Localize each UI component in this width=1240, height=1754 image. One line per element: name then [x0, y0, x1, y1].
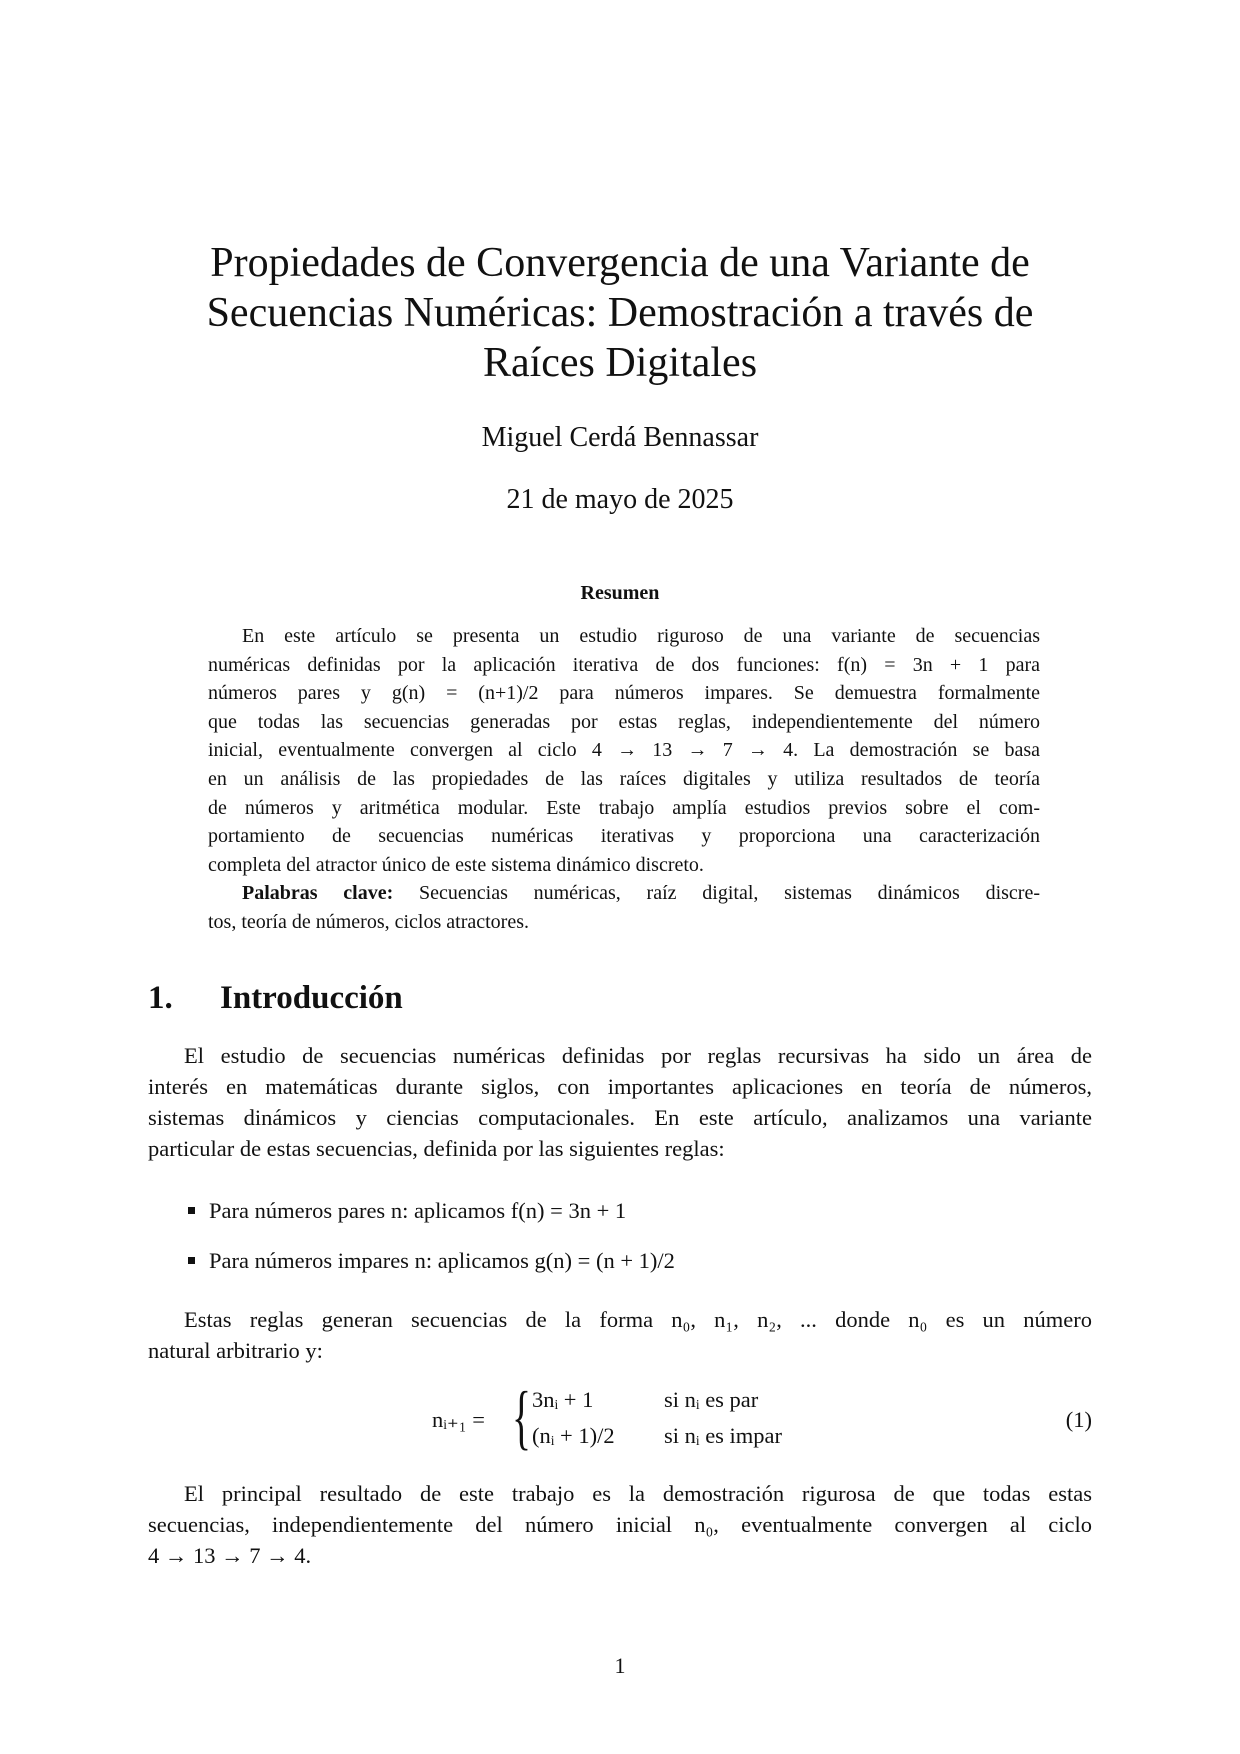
- keywords-line: tos, teoría de números, ciclos atractores.: [208, 910, 529, 933]
- paragraph-line: secuencias, independientemente del número inicial n₀, eventualmente convergen al ciclo: [148, 1512, 1092, 1537]
- title-line: Raíces Digitales: [482, 340, 758, 386]
- paragraph-line: natural arbitrario y:: [148, 1338, 323, 1363]
- equation-case: 3nᵢ + 1: [532, 1387, 594, 1412]
- abstract-heading: Resumen: [580, 582, 660, 604]
- section-title: Introducción: [220, 980, 403, 1016]
- paper-title: [150, 238, 1090, 388]
- keywords-label: Palabras clave:: [242, 882, 394, 905]
- abstract-line: numéricas definidas por la aplicación iterativa de dos funciones: f(n) = 3n + 1 para: [208, 653, 1040, 676]
- paragraph-line: interés en matemáticas durante siglos, con importantes aplicaciones en teoría de números,: [148, 1074, 1092, 1099]
- paragraph-line: El principal resultado de este trabajo es la demostración rigurosa de que todas estas: [184, 1481, 1092, 1506]
- keywords-text: Secuencias numéricas, raíz digital, sistemas dinámicos discre-: [419, 882, 1040, 905]
- equation-1: [420, 1377, 1100, 1465]
- section-number: 1.: [148, 980, 173, 1016]
- abstract-line: completa del atractor único de este sistema dinámico discreto.: [208, 853, 704, 876]
- list-item: [188, 1198, 626, 1224]
- bullet-icon: [188, 1257, 195, 1264]
- list-item: [188, 1248, 675, 1274]
- section-heading: [148, 980, 403, 1017]
- paragraph-line: Estas reglas generan secuencias de la forma n₀, n₁, n₂, ... donde n₀ es un número: [184, 1307, 1092, 1332]
- title-line: Secuencias Numéricas: Demostración a través de: [206, 290, 1034, 336]
- publication-date: 21 de mayo de 2025: [506, 484, 734, 515]
- list-item-text: Para números pares n: aplicamos f(n) = 3n + 1: [209, 1198, 627, 1223]
- sequence-paragraph: [148, 1304, 1092, 1366]
- paragraph-line: El estudio de secuencias numéricas definidas por reglas recursivas ha sido un área de: [184, 1043, 1092, 1068]
- abstract-line: portamiento de secuencias numéricas iterativas y proporciona una caracterización: [208, 825, 1040, 848]
- abstract-line: En este artículo se presenta un estudio riguroso de una variante de secuencias: [242, 625, 1040, 647]
- equation-number: (1): [1065, 1407, 1092, 1432]
- abstract-line: números pares y g(n) = (n+1)/2 para números impares. Se demuestra formalmente: [208, 682, 1040, 705]
- equation-case: (nᵢ + 1)/2: [532, 1423, 615, 1448]
- equation-condition: si nᵢ es impar: [664, 1423, 783, 1448]
- paragraph-line: sistemas dinámicos y ciencias computacionales. En este artículo, analizamos una variante: [148, 1105, 1092, 1130]
- page-number: 1: [614, 1653, 626, 1678]
- result-paragraph: [148, 1478, 1092, 1571]
- abstract-body: [208, 622, 1040, 937]
- abstract-line: de números y aritmética modular. Este trabajo amplía estudios previos sobre el com-: [208, 796, 1040, 819]
- abstract-line: en un análisis de las propiedades de las raíces digitales y utiliza resultados de teoría: [208, 767, 1040, 790]
- abstract-line: inicial, eventualmente convergen al ciclo 4 → 13 → 7 → 4. La demostración se basa: [208, 739, 1040, 762]
- intro-paragraph: [148, 1040, 1092, 1164]
- equation-lhs: nᵢ₊₁ =: [432, 1407, 485, 1432]
- paragraph-line: particular de estas secuencias, definida por las siguientes reglas:: [148, 1136, 725, 1161]
- bullet-icon: [188, 1207, 195, 1214]
- list-item-text: Para números impares n: aplicamos g(n) = (n + 1)/2: [209, 1248, 675, 1273]
- author-name: Miguel Cerdá Bennassar: [481, 422, 759, 453]
- paragraph-line: 4 → 13 → 7 → 4.: [148, 1543, 312, 1568]
- abstract-line: que todas las secuencias generadas por estas reglas, independientemente del número: [208, 710, 1040, 733]
- left-brace-icon: {: [512, 1377, 532, 1457]
- equation-condition: si nᵢ es par: [664, 1387, 759, 1412]
- keywords-line: [208, 879, 1040, 908]
- title-line: Propiedades de Convergencia de una Variante de: [210, 240, 1030, 286]
